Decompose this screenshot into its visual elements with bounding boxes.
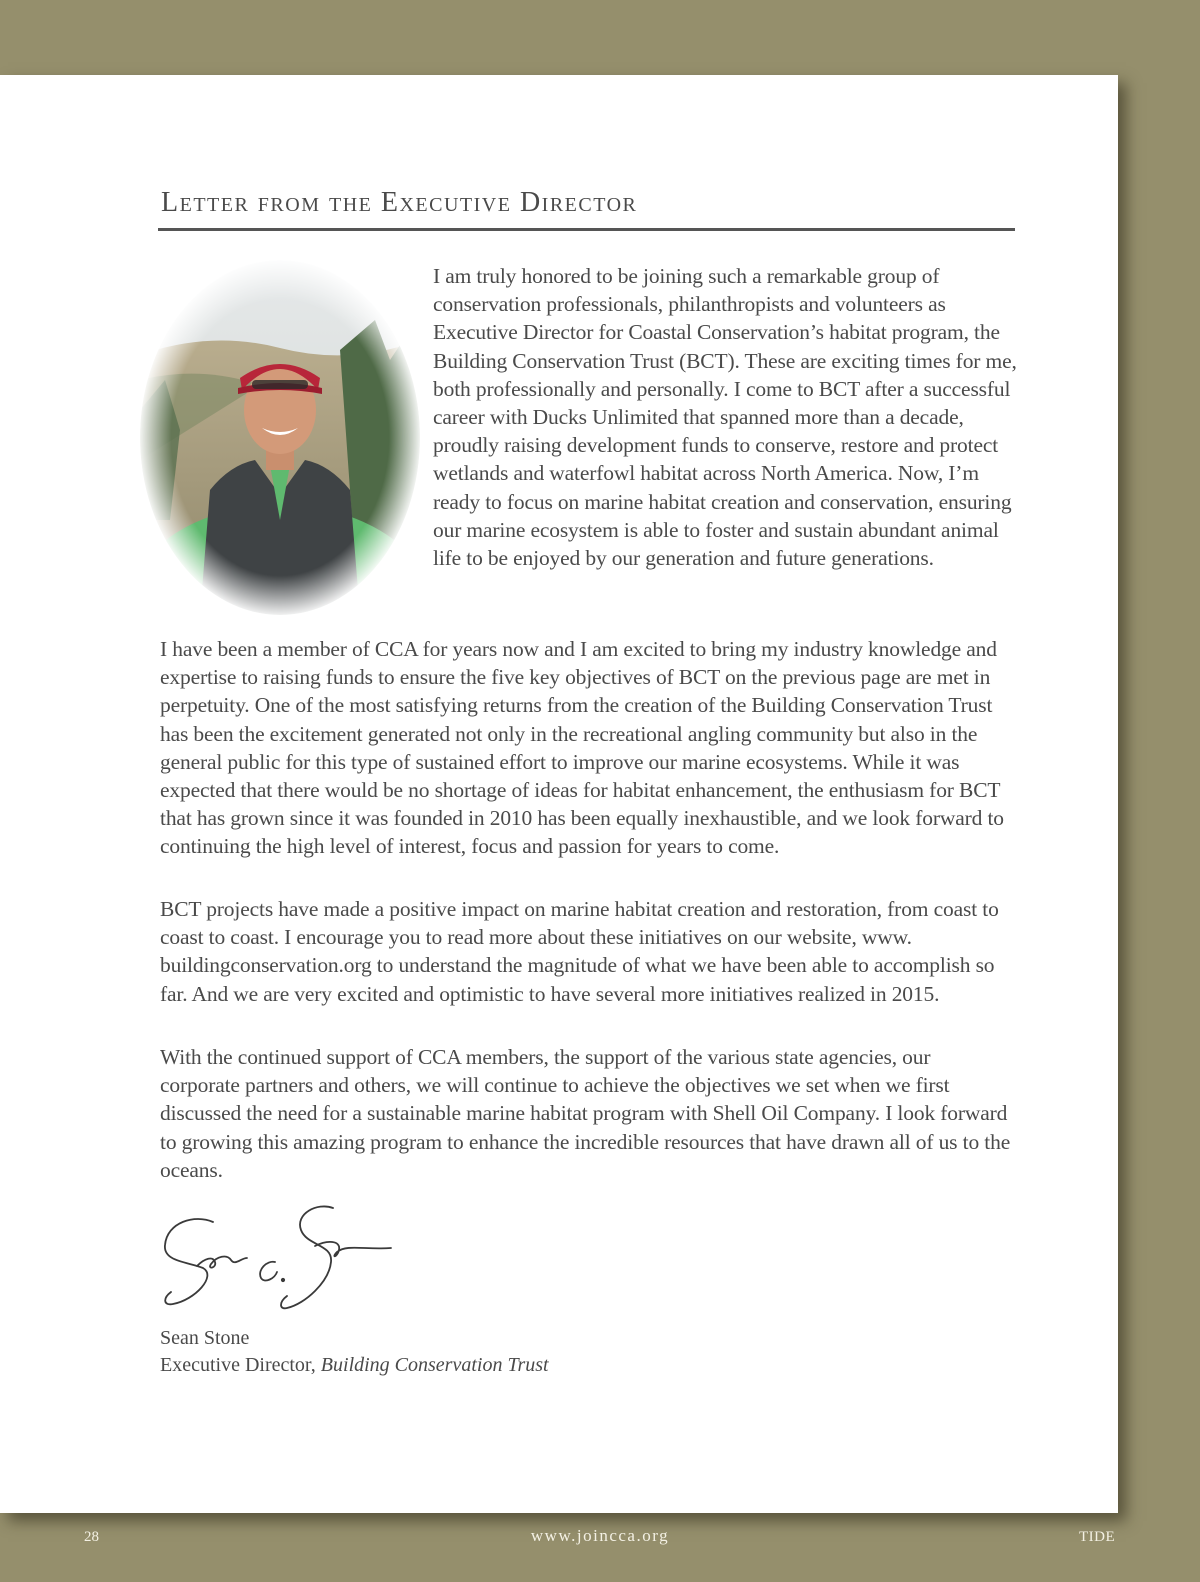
page-title: Letter from the Executive Director <box>161 187 638 218</box>
magazine-page <box>0 75 1118 1513</box>
director-portrait-photo <box>140 260 420 615</box>
page-number: 28 <box>84 1529 99 1545</box>
body-paragraph: With the continued support of CCA members, the support of the various state agencies, our corporate partners and others, we will continue to achieve the objectives we set when we first discussed the need for a sustainable marine habitat program with Shell Oil Company. I look forward to growing this amazing program to enhance the incredible resources that have drawn all of us to the oceans. <box>160 1045 1011 1182</box>
body-paragraph: BCT projects have made a positive impact on marine habitat creation and restoration, from coast to coast to coast. I encourage you to read more about these initiatives on our website, www.​buildingconservation.org to understand the magnitude of what we have been able to accomplish so far. And we are very excited and optimistic to have several more initiatives realized in 2015. <box>160 897 999 1006</box>
handwritten-signature <box>155 1200 405 1315</box>
signer-name: Sean Stone <box>160 1327 250 1349</box>
title-divider <box>158 228 1015 231</box>
signer-role: Executive Director, <box>160 1354 316 1376</box>
signer-title <box>160 1352 549 1378</box>
magazine-name: TIDE <box>1079 1529 1116 1545</box>
intro-paragraph: I am truly honored to be joining such a remarkable group of conservation professionals, philanthropists and volunteers as Executive Director for Coastal Conservation’s habitat program, the Building Conservation Trust (BCT). These are exciting times for me, both professionally and personally. I come to BCT after a successful career with Ducks Unlimited that spanned more than a decade, proudly raising development funds to conserve, restore and protect wetlands and waterfowl habitat across North America. Now, I’m ready to focus on marine habitat creation and conservation, ensuring our marine ecosystem is able to foster and sustain abundant animal life to be enjoyed by our generation and future generations. <box>433 264 1017 571</box>
signer-organization: Building Conservation Trust <box>320 1354 549 1376</box>
footer-website-link[interactable]: www.joincca.org <box>530 1526 670 1545</box>
body-paragraph: I have been a member of CCA for years now and I am excited to bring my industry knowledge and expertise to raising funds to ensure the five key objectives of BCT on the previous page are met in perpetuity. One of the most satisfying returns from the creation of the Building Conservation Trust has been the excitement generated not only in the recreational angling community but also in the general public for this type of sustained effort to improve our marine ecosystems. While it was expected that there would be no shortage of ideas for habitat enhancement, the enthusiasm for BCT that has grown since it was founded in 2010 has been equally inexhaustible, and we look forward to continuing the high level of interest, focus and passion for years to come. <box>160 637 1004 859</box>
